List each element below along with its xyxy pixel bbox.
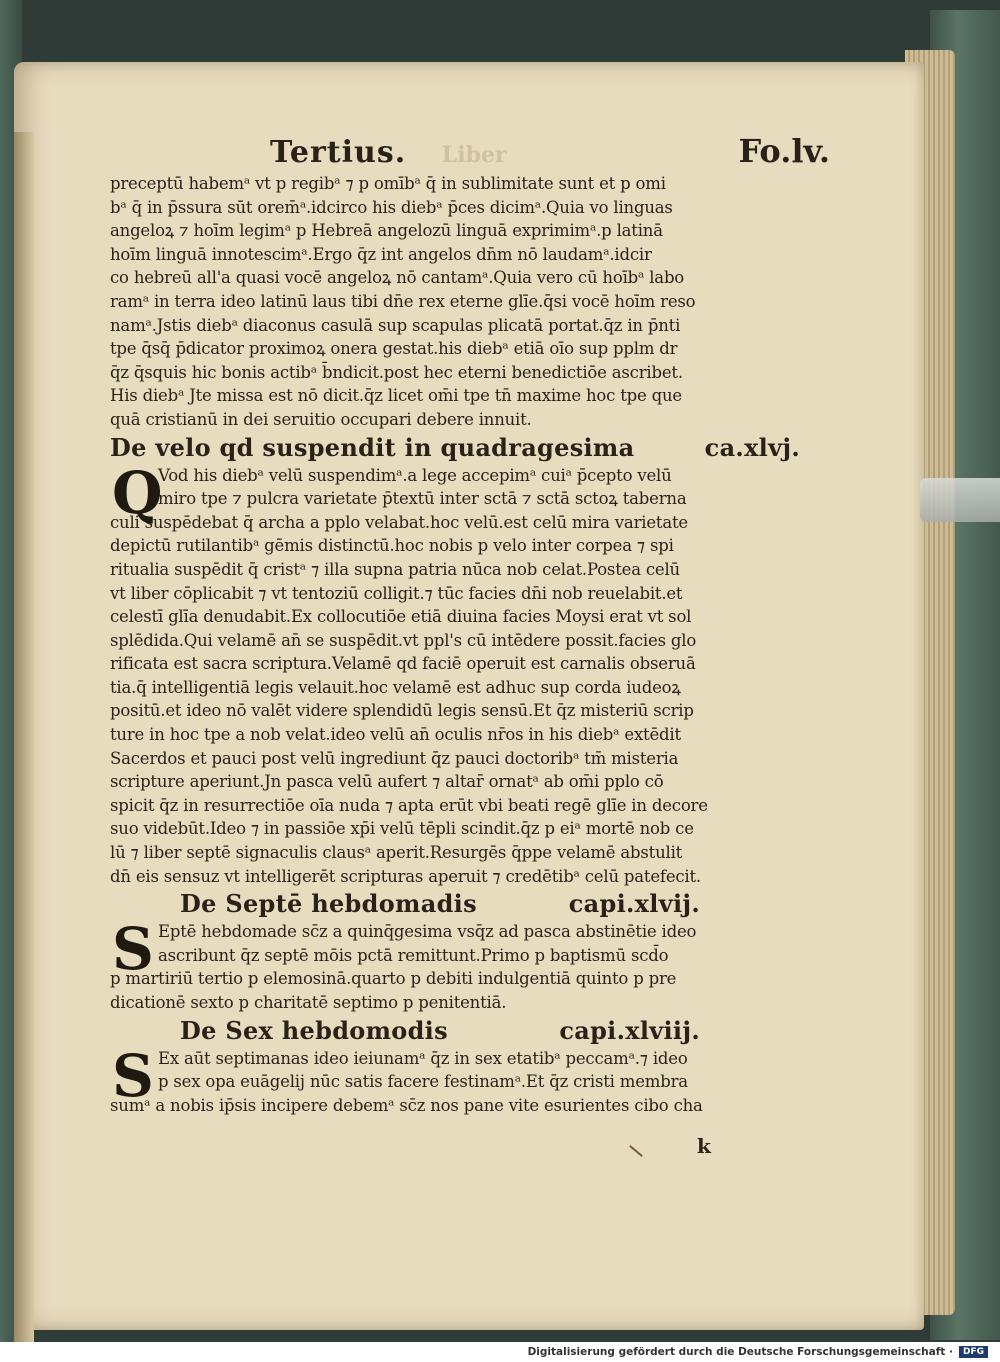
- text-line: tpe q̄sq̄ p̄dicator proximoꝝ onera gestat.his diebᵃ etiā oīo sup pplm dr: [110, 339, 678, 359]
- text-line: namᵃ.Jstis diebᵃ diaconus casulā sup scapulas plicatā portat.q̄z in p̄nti: [110, 315, 681, 335]
- text-line: lū ⁊ liber septē signaculis clausᵃ aperit.Resurgēs q̄ppe velamē abstulit: [110, 843, 683, 863]
- text-line: Vod his diebᵃ velū suspendimᵃ.a lege accepimᵃ cuiᵃ p̄cepto velū: [158, 465, 672, 485]
- drop-cap: Q: [112, 458, 163, 527]
- header-left: Tertius.: [270, 135, 407, 170]
- text-line: quā cristianū in dei seruitio occupari debere innuit.: [110, 409, 532, 429]
- heading-chapter: capi.xlvij.: [568, 889, 700, 919]
- text-line: p martiriū tertio p elemosinā.quarto p debiti indulgentiā quinto p pre: [110, 969, 677, 989]
- chapter-heading-48: [110, 1015, 790, 1047]
- text-line: Eptē hebdomade sc̄z a quinq̄gesima vsq̄z ad pasca abstinētie ideo: [158, 922, 697, 942]
- heading-title: De Septē hebdomadis: [180, 889, 477, 919]
- text-line: sumᵃ a nobis ip̄sis incipere debemᵃ sc̄z nos pane vite esurientes cibo cha: [110, 1095, 703, 1115]
- header-faint: Liber: [441, 142, 507, 168]
- text-line: rificata est sacra scriptura.Velamē qd faciē operuit est carnalis obseruā: [110, 654, 696, 674]
- text-line: ramᵃ in terra ideo latinū laus tibi dn̄e rex eterne glīe.q̄si vocē hoīm reso: [110, 291, 696, 311]
- paragraph-2: [110, 458, 790, 889]
- text-line: q̄z q̄squis hic bonis actibᵃ b̄ndicit.post hec eterni benedictiōe ascribet.: [110, 362, 683, 382]
- text-line: spicit q̄z in resurrectiōe oīa nuda ⁊ apta erūt vbi beati regē glīe in decore: [110, 795, 708, 815]
- text-line: tia.q̄ intelligentiā legis velauit.hoc velamē est adhuc sup corda iudeoꝝ: [110, 677, 681, 697]
- text-line: vt liber cōplicabit ⁊ vt tentoziū colligit.⁊ tūc facies dn̄i nob reuelabit.et: [110, 583, 683, 603]
- text-line: suo videbūt.Ideo ⁊ in passiōe xp̄i velū tēpli scindit.q̄z p eiᵃ mortē nob ce: [110, 819, 694, 839]
- drop-cap: S: [112, 1041, 154, 1110]
- text-line: hoīm linguā innotescimᵃ.Ergo q̄z int angelos dn̄m nō laudamᵃ.idcir: [110, 244, 652, 264]
- heading-title: De velo qd suspendit in quadragesima: [110, 432, 635, 462]
- folio-number: Fo.lv.: [738, 132, 830, 170]
- text-line: p sex opa euāgelij nūc satis facere festinamᵃ.Et q̄z cristi membra: [158, 1072, 688, 1092]
- text-line: ritualia suspēdit q̄ cristᵃ ⁊ illa supna patria nūca nob celat.Postea celū: [110, 559, 680, 579]
- funding-note: Digitalisierung gefördert durch die Deutsche Forschungsgemeinschaft ·: [527, 1346, 953, 1358]
- heading-title: De Sex hebdomodis: [180, 1015, 448, 1045]
- bookmark-tab: [920, 478, 1000, 522]
- text-line: Ex aūt septimanas ideo ieiunamᵃ q̄z in sex etatibᵃ peccamᵃ.⁊ ideo: [158, 1048, 688, 1068]
- text-line: scripture aperiunt.Jn pasca velū aufert ⁊ altar̄ ornatᵃ ab om̄i pplo cō: [110, 772, 664, 792]
- text-line: co hebreū all'a quasi vocē angeloꝝ nō cantamᵃ.Quia vero cū hoībᵃ labo: [110, 268, 685, 288]
- text-line: His diebᵃ Jte missa est nō dicit.q̄z licet om̄i tpe tn̄ maxime hoc tpe que: [110, 386, 682, 406]
- text-line: ascribunt q̄z septē mōis pctā remittunt.Primo p baptismū scd̄o: [158, 945, 669, 965]
- text-line: depictū rutilantibᵃ gēmis distinctū.hoc nobis p velo inter corpea ⁊ spi: [110, 536, 674, 556]
- dfg-logo: DFG: [959, 1346, 988, 1358]
- text-line: bᵃ q̄ in p̄ssura sūt orem̄ᵃ.idcirco his diebᵃ p̄ces dicimᵃ.Quia vo linguas: [110, 197, 673, 217]
- text-line: dicationē sexto p charitatē septimo p penitentiā.: [110, 993, 507, 1012]
- text-line: splēdida.Qui velamē an̄ se suspēdit.vt ppl's cū intēdere possit.facies glo: [110, 630, 697, 650]
- page-gutter: [14, 132, 34, 1342]
- paragraph-3: [110, 915, 790, 1014]
- text-line: celestī glīa denudabit.Ex collocutiōe etiā diuina facies Moysi erat vt sol: [110, 607, 692, 627]
- page-text: [110, 132, 830, 1117]
- text-line: positū.et ideo nō valēt videre splendidū legis sensū.Et q̄z misteriū scrip: [110, 701, 694, 721]
- text-line: miro tpe ⁊ pulcra varietate p̄textū inter sctā ⁊ sctā sctoꝝ taberna: [158, 489, 687, 509]
- drop-cap: S: [112, 915, 154, 984]
- text-line: ture in hoc tpe a nob velat.ideo velū an̄ oculis nr̄os in his diebᵃ extēdit: [110, 725, 681, 745]
- heading-chapter: ca.xlvj.: [704, 432, 800, 462]
- footer-bar: [0, 1342, 1000, 1362]
- text-line: angeloꝝ ⁊ hoīm legimᵃ p Hebreā angelozū linguā exprimimᵃ.p latinā: [110, 221, 663, 241]
- text-line: culi suspēdebat q̄ archa a pplo velabat.hoc velū.est celū mira varietate: [110, 512, 688, 532]
- heading-chapter: capi.xlviij.: [559, 1015, 700, 1045]
- paragraph-4: [110, 1041, 790, 1118]
- text-line: preceptū habemᵃ vt p regibᵃ ⁊ p omībᵃ q̄ in sublimitate sunt et p omi: [110, 174, 666, 193]
- chapter-heading-47: [110, 888, 790, 920]
- text-line: dn̄ eis sensuz vt intelligerēt scripturas aperuit ⁊ credētibᵃ celū patefecit.: [110, 866, 701, 886]
- paragraph-1: [110, 172, 790, 432]
- signature-mark: k: [697, 1134, 711, 1158]
- text-line: Sacerdos et pauci post velū ingrediunt q̄z pauci doctoribᵃ tm̄ misteria: [110, 748, 679, 768]
- running-header: [110, 132, 830, 170]
- chapter-heading-46: [110, 432, 800, 464]
